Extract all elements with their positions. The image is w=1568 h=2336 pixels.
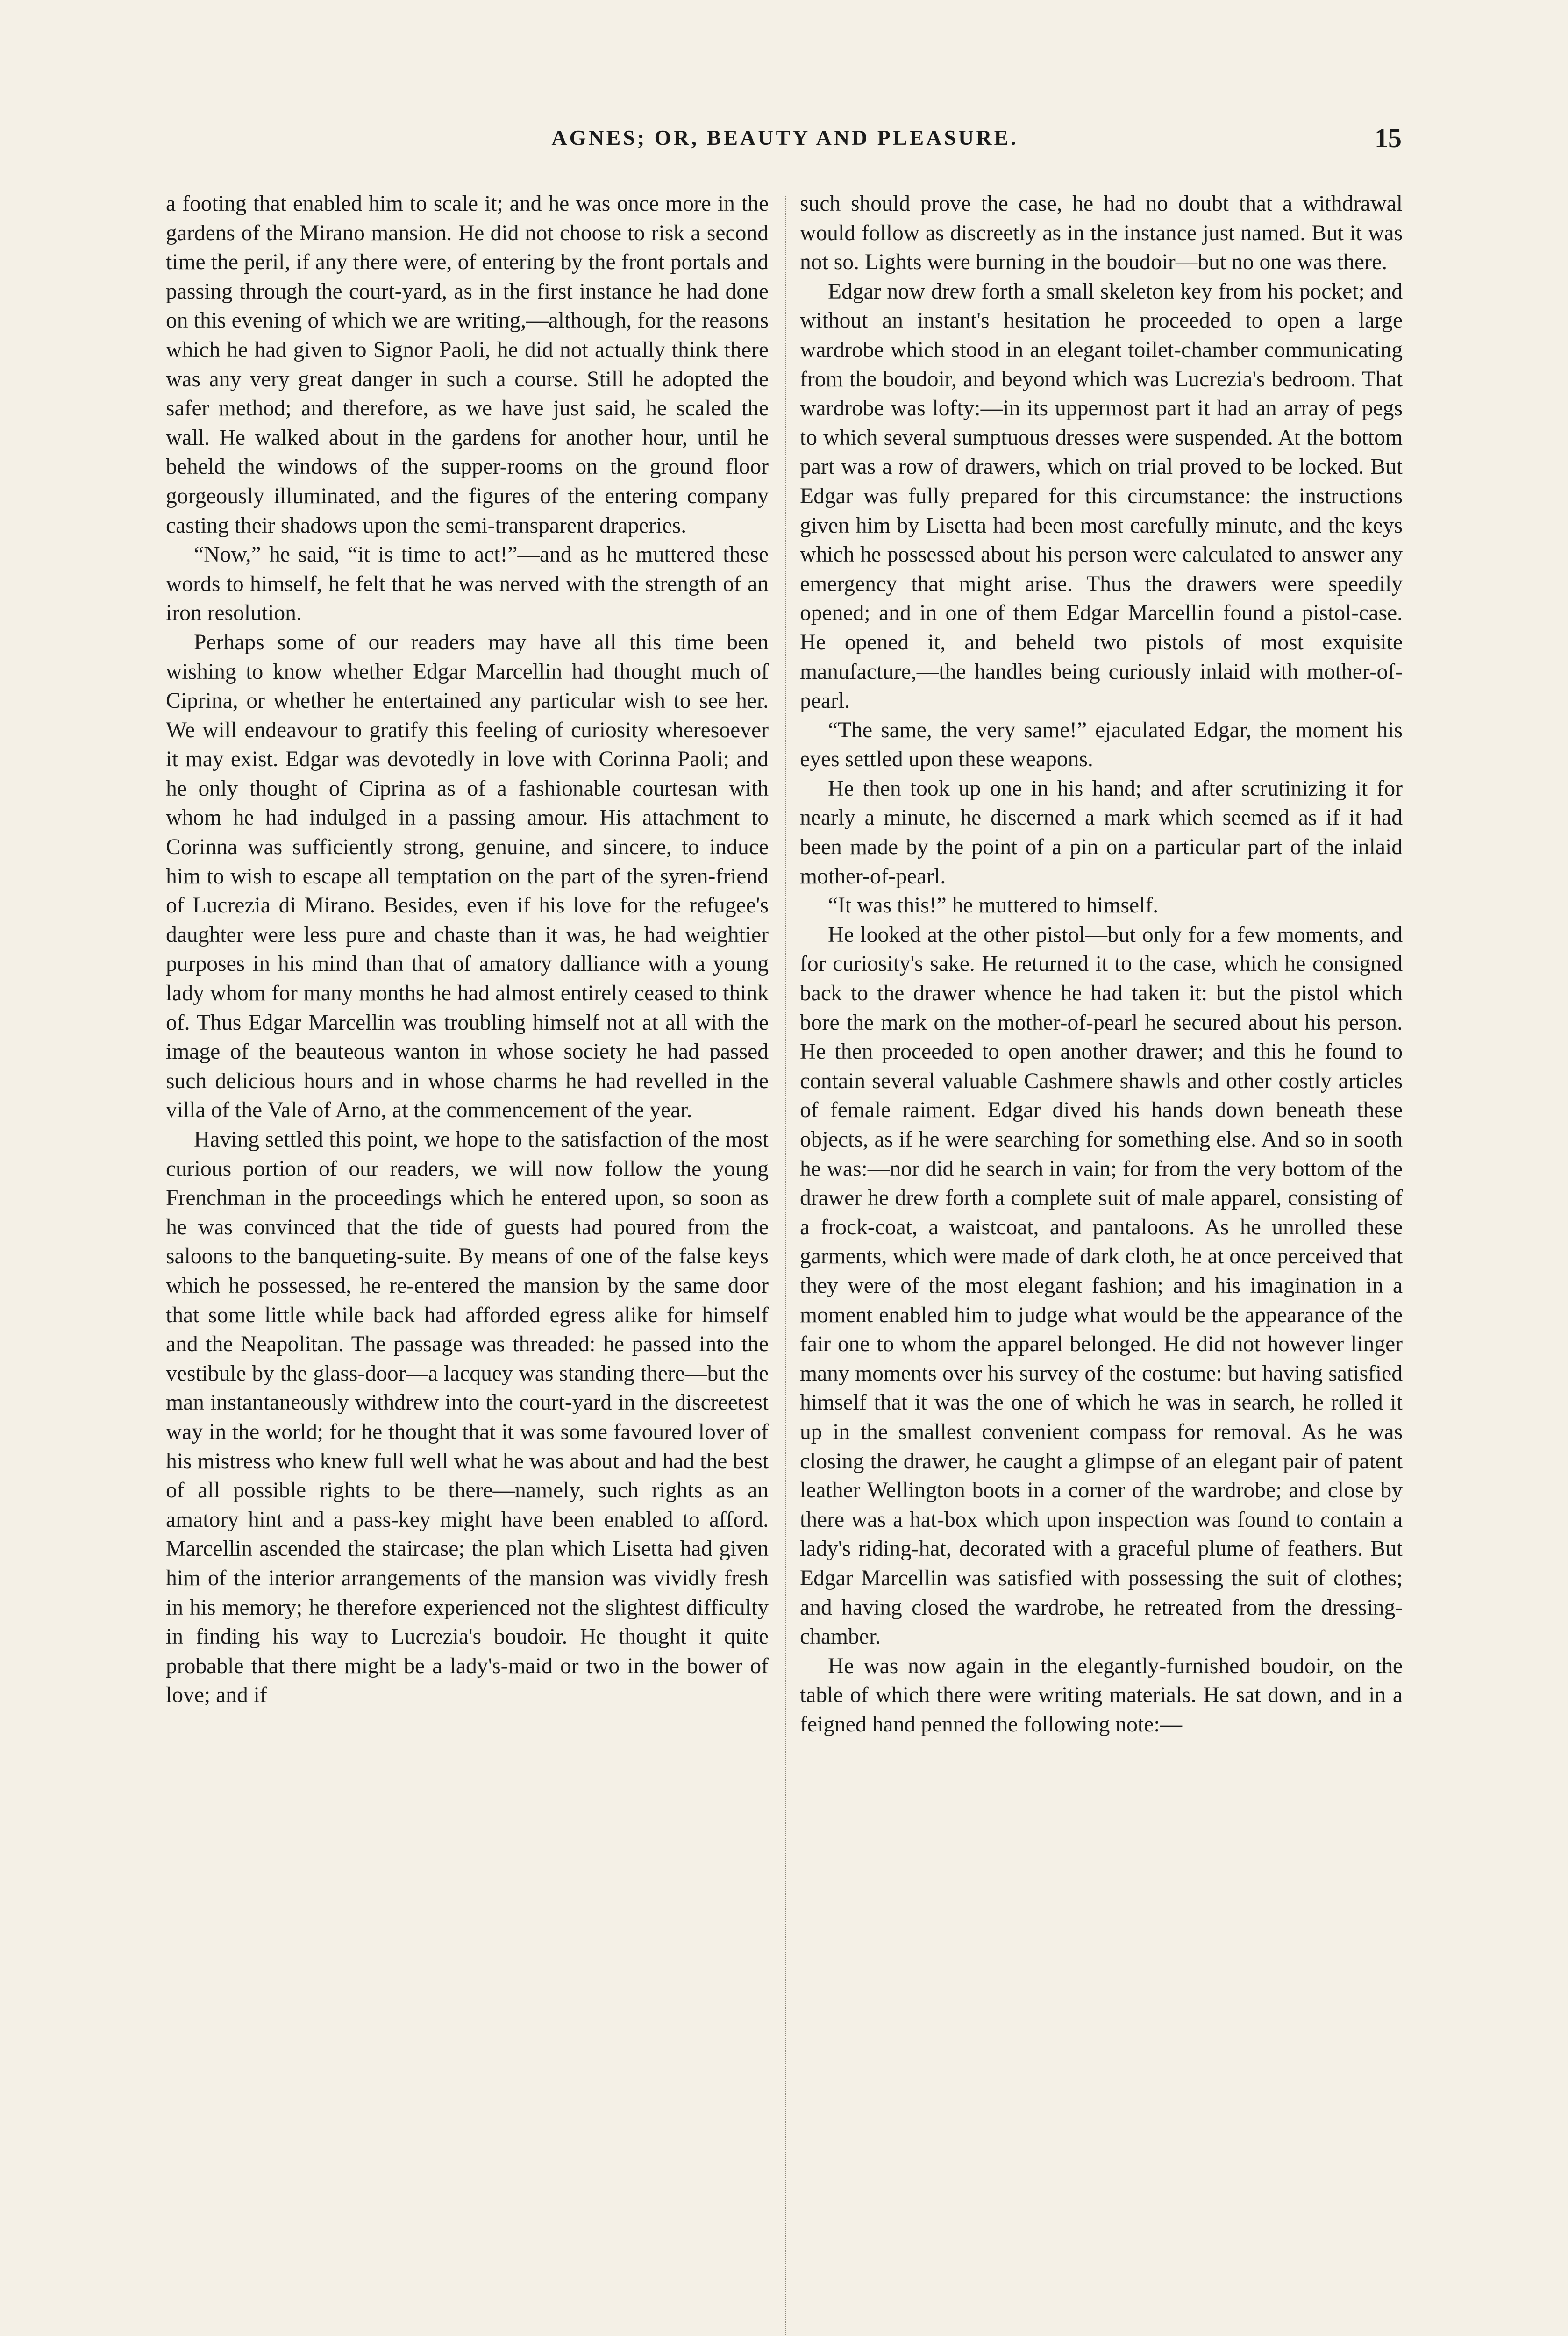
paragraph: “Now,” he said, “it is time to act!”—and as he muttered these words to himself, he felt that he was nerved with the strength of an iron resolution. xyxy=(166,542,769,626)
paragraph: “It was this!” he muttered to himself. xyxy=(828,893,1159,918)
running-title: AGNES; OR, BEAUTY AND PLEASURE. xyxy=(551,126,1019,150)
paragraph: “The same, the very same!” ejaculated Edgar, the moment his eyes settled upon these weapons. xyxy=(800,718,1403,772)
page-header xyxy=(168,125,1402,163)
paragraph: a footing that enabled him to scale it; and he was once more in the gardens of the Mirano mansion. He did not choose to risk a second time the peril, if any there were, of entering by the front portals and passing through the court-yard, as in the first instance he had done on this evening of which we are writing,—although, for the reasons which he had given to Signor Paoli, he did not actually think there was any very great danger in such a course. Still he adopted the safer method; and therefore, as we have just said, he scaled the wall. He walked about in the gardens for another hour, until he beheld the windows of the supper-rooms on the ground floor gorgeously illuminated, and the figures of the entering company casting their shadows upon the semi-transparent draperies. xyxy=(166,192,769,538)
page-number: 15 xyxy=(1375,123,1402,153)
column-divider xyxy=(785,196,786,2336)
paragraph: Edgar now drew forth a small skeleton key from his pocket; and without an instant's hesitation he proceeded to open a large wardrobe which stood in an elegant toilet-chamber communicating from the boudoir, and beyond which was Lucrezia's bedroom. That wardrobe was lofty:—in its uppermost part it had an array of pegs to which several sumptuous dresses were suspended. At the bottom part was a row of drawers, which on trial proved to be locked. But Edgar was fully prepared for this circumstance: the instructions given him by Lisetta had been most carefully minute, and the keys which he possessed about his person were calculated to answer any emergency that might arise. Thus the drawers were speedily opened; and in one of them Edgar Marcellin found a pistol-case. He opened it, and beheld two pistols of most exquisite manufacture,—the handles being curiously inlaid with mother-of-pearl. xyxy=(800,279,1403,713)
paragraph: He then took up one in his hand; and after scrutinizing it for nearly a minute, he discerned a mark which seemed as if it had been made by the point of a pin on a particular part of the inlaid mother-of-pearl. xyxy=(800,776,1403,889)
paragraph: such should prove the case, he had no doubt that a withdrawal would follow as discreetly as in the instance just named. But it was not so. Lights were burning in the boudoir—but no one was there. xyxy=(800,192,1403,275)
paragraph: Having settled this point, we hope to the satisfaction of the most curious portion of our readers, we will now follow the young Frenchman in the proceedings which he entered upon, so soon as he was convinced that the tide of guests had poured from the saloons to the banqueting-suite. By means of one of the false keys which he possessed, he re-entered the mansion by the same door that some little while back had afforded egress alike for himself and the Neapolitan. The passage was threaded: he passed into the vestibule by the glass-door—a lacquey was standing there—but the man instantaneously withdrew into the court-yard in the discreetest way in the world; for he thought that it was some favoured lover of his mistress who knew full well what he was about and had the best of all possible rights to be there—namely, such rights as an amatory hint and a pass-key might have been enabled to afford. Marcellin ascended the staircase; the plan which Lisetta had given him of the interior arrangements of the mansion was vividly fresh in his memory; he therefore experienced not the slightest difficulty in finding his way to Lucrezia's boudoir. He thought it quite probable that there might be a lady's-maid or two in the bower of love; and if xyxy=(166,1127,769,1708)
paragraph: He looked at the other pistol—but only for a few moments, and for curiosity's sake. He returned it to the case, which he consigned back to the drawer whence he had taken it: but the pistol which bore the mark on the mother-of-pearl he secured about his person. He then proceeded to open another drawer; and this he found to contain several valuable Cashmere shawls and other costly articles of female raiment. Edgar dived his hands down beneath these objects, as if he were searching for something else. And so in sooth he was:—nor did he search in vain; for from the very bottom of the drawer he drew forth a complete suit of male apparel, consisting of a frock-coat, a waistcoat, and pantaloons. As he unrolled these garments, which were made of dark cloth, he at once perceived that they were of the most elegant fashion; and his imagination in a moment enabled him to judge what would be the appearance of the fair one to whom the apparel belonged. He did not however linger many moments over his survey of the costume: but having satisfied himself that it was the one of which he was in search, he rolled it up in the smallest convenient compass for removal. As he was closing the drawer, he caught a glimpse of an elegant pair of patent leather Wellington boots in a corner of the wardrobe; and close by there was a hat-box which upon inspection was found to contain a lady's riding-hat, decorated with a graceful plume of feathers. But Edgar Marcellin was satisfied with possessing the suit of clothes; and having closed the wardrobe, he retreated from the dressing-chamber. xyxy=(800,922,1403,1649)
left-column xyxy=(166,189,769,1710)
paragraph: He was now again in the elegantly-furnished boudoir, on the table of which there were writing materials. He sat down, and in a feigned hand penned the following note:— xyxy=(800,1653,1403,1737)
paragraph: Perhaps some of our readers may have all this time been wishing to know whether Edgar Marcellin had thought much of Ciprina, or whether he entertained any particular wish to see her. We will endeavour to gratify this feeling of curiosity wheresoever it may exist. Edgar was devotedly in love with Corinna Paoli; and he only thought of Ciprina as of a fashionable courtesan with whom he had indulged in a passing amour. His attachment to Corinna was sufficiently strong, genuine, and sincere, to induce him to wish to escape all temptation on the part of the syren-friend of Lucrezia di Mirano. Besides, even if his love for the refugee's daughter were less pure and chaste than it was, he had weightier purposes in his mind than that of amatory dalliance with a young lady whom for many months he had almost entirely ceased to think of. Thus Edgar Marcellin was troubling himself not at all with the image of the beauteous wanton in whose society he had passed such delicious hours and in whose charms he had revelled in the villa of the Vale of Arno, at the commencement of the year. xyxy=(166,630,769,1123)
right-column xyxy=(800,189,1403,1739)
